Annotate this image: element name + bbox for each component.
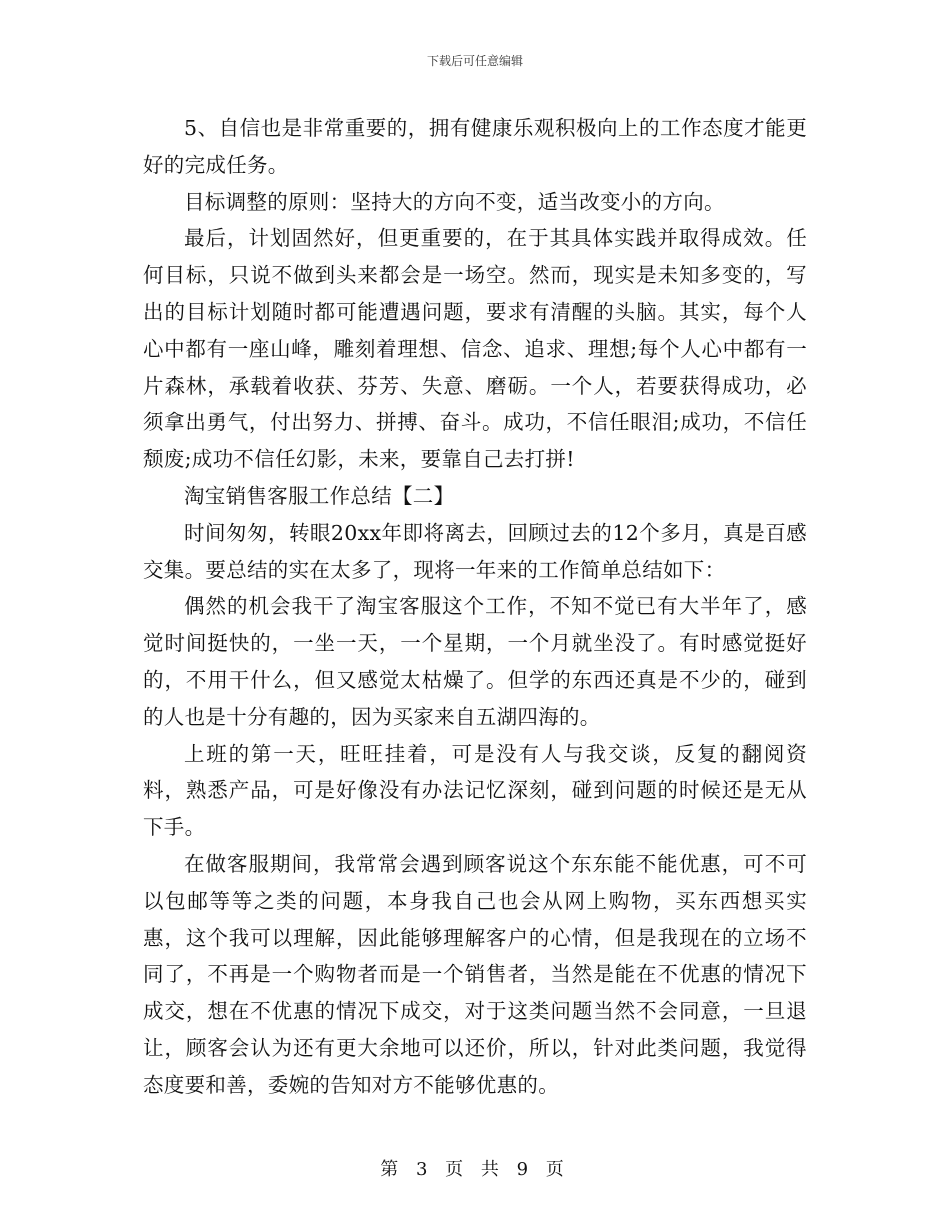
page-number: 第 3 页 共 9 页 — [380, 1159, 570, 1180]
paragraph-intro: 时间匆匆，转眼20xx年即将离去，回顾过去的12个多月，真是百感交集。要总结的实在太多了，现将一年来的工作简单总结如下： — [143, 520, 807, 582]
paragraph-discount-questions: 在做客服期间，我常常会遇到顾客说这个东东能不能优惠，可不可以包邮等等之类的问题，本身我自己也会从网上购物，买东西想买实惠，这个我可以理解，因此能够理解客户的心情，但是我现在的立场不同了，不再是一个购物者而是一个销售者，当然是能在不优惠的情况下成交，想在不优惠的情况下成交，对于这类问题当然不会同意，一旦退让，顾客会认为还有更大余地可以还价，所以，针对此类问题，我觉得态度要和善，委婉的告知对方不能够优惠的。 — [143, 851, 807, 1097]
paragraph-adjust-principle: 目标调整的原则：坚持大的方向不变，适当改变小的方向。 — [184, 189, 725, 214]
paragraph-first-day: 上班的第一天，旺旺挂着，可是没有人与我交谈，反复的翻阅资料，熟悉产品，可是好像没有办法记忆深刻，碰到问题的时候还是无从下手。 — [143, 741, 807, 840]
paragraph-confidence: 5、自信也是非常重要的，拥有健康乐观积极向上的工作态度才能更好的完成任务。 — [143, 116, 807, 177]
paragraph-conclusion: 最后，计划固然好，但更重要的，在于其具体实践并取得成效。任何目标，只说不做到头来都会是一场空。然而，现实是未知多变的，写出的目标计划随时都可能遭遇问题，要求有清醒的头脑。其实，每个人心中都有一座山峰，雕刻着理想、信念、追求、理想;每个人心中都有一片森林，承载着收获、芬芳、失意、磨砺。一个人，若要获得成功，必须拿出勇气，付出努力、拼搏、奋斗。成功，不信任眼泪;成功，不信任颓废;成功不信任幻影，未来，要靠自己去打拼! — [143, 226, 807, 472]
document-body — [143, 110, 807, 1104]
paragraph-job-start: 偶然的机会我干了淘宝客服这个工作，不知不觉已有大半年了，感觉时间挺快的，一坐一天，一个星期，一个月就坐没了。有时感觉挺好的，不用干什么，但又感觉太枯燥了。但学的东西还真是不少的，碰到的人也是十分有趣的，因为买家来自五湖四海的。 — [143, 594, 807, 729]
header-note: 下载后可任意编辑 — [426, 54, 523, 68]
section-heading: 淘宝销售客服工作总结【二】 — [184, 483, 455, 508]
